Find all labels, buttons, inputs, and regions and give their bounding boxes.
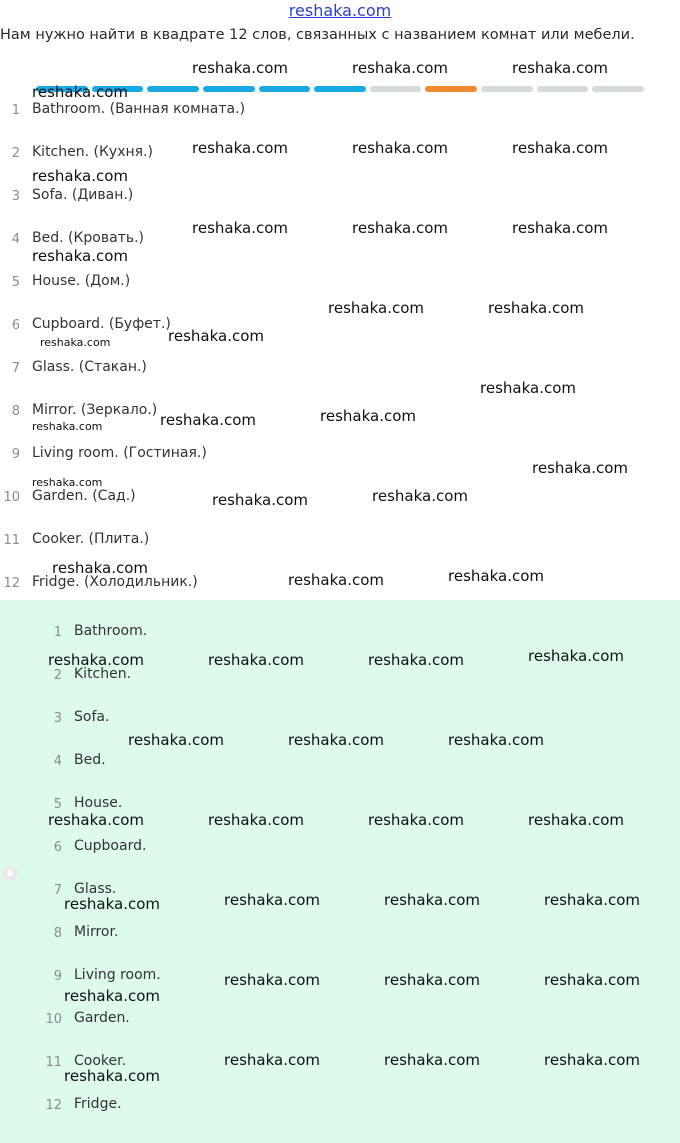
watermark-text: reshaka.com (288, 571, 384, 589)
item-number: 6 (53, 840, 62, 855)
item-text: Kitchen. (Кухня.) (32, 144, 153, 160)
watermark-text: reshaka.com (168, 327, 264, 345)
progress-segment-todo[interactable] (481, 86, 533, 92)
item-text: Sofa. (74, 709, 110, 725)
watermark-text: reshaka.com (528, 647, 624, 665)
watermark-text: reshaka.com (372, 487, 468, 505)
watermark-text: reshaka.com (32, 83, 128, 101)
item-number: 9 (53, 969, 62, 984)
item-text: Mirror. (74, 924, 119, 940)
watermark-text: reshaka.com (488, 299, 584, 317)
item-text: Cupboard. (74, 838, 147, 854)
watermark-text: reshaka.com (368, 811, 464, 829)
watermark-text: reshaka.com (544, 1051, 640, 1069)
watermark-text: reshaka.com (320, 407, 416, 425)
watermark-text: reshaka.com (40, 336, 111, 349)
item-number: 9 (11, 447, 20, 462)
watermark-text: reshaka.com (384, 891, 480, 909)
item-text: Living room. (Гостиная.) (32, 445, 207, 461)
item-number: 6 (11, 318, 20, 333)
item-text: Kitchen. (74, 666, 132, 682)
site-link[interactable]: reshaka.com (288, 1, 392, 20)
watermark-text: reshaka.com (48, 651, 144, 669)
watermark-text: reshaka.com (64, 895, 160, 913)
watermark-text: reshaka.com (208, 651, 304, 669)
item-text: Bathroom. (Ванная комната.) (32, 101, 246, 117)
watermark-text: reshaka.com (32, 420, 103, 433)
watermark-text: reshaka.com (512, 139, 608, 157)
watermark-text: reshaka.com (212, 491, 308, 509)
watermark-text: reshaka.com (52, 559, 148, 577)
item-text: Fridge. (74, 1096, 122, 1112)
item-number: 3 (53, 711, 62, 726)
item-number: 8 (11, 404, 20, 419)
item-text: Sofa. (Диван.) (32, 187, 134, 203)
item-number: 4 (11, 232, 20, 247)
watermark-text: reshaka.com (288, 731, 384, 749)
progress-segment-done[interactable] (259, 86, 311, 92)
item-number: 11 (45, 1055, 62, 1070)
watermark-text: reshaka.com (448, 567, 544, 585)
item-text: Cupboard. (Буфет.) (32, 316, 171, 332)
watermark-text: reshaka.com (352, 139, 448, 157)
watermark-text: reshaka.com (224, 971, 320, 989)
watermark-text: reshaka.com (528, 811, 624, 829)
progress-segment-todo[interactable] (537, 86, 589, 92)
watermark-text: reshaka.com (32, 476, 103, 489)
item-text: Garden. (74, 1010, 130, 1026)
item-number: 5 (53, 797, 62, 812)
play-icon[interactable] (2, 866, 18, 880)
watermark-text: reshaka.com (448, 731, 544, 749)
item-number: 1 (11, 103, 20, 118)
watermark-text: reshaka.com (128, 731, 224, 749)
item-text: Mirror. (Зеркало.) (32, 402, 158, 418)
watermark-text: reshaka.com (352, 219, 448, 237)
item-text: House. (74, 795, 123, 811)
watermark-text: reshaka.com (544, 971, 640, 989)
watermark-text: reshaka.com (224, 891, 320, 909)
item-text: Living room. (74, 967, 161, 983)
item-text: Cooker. (74, 1053, 127, 1069)
progress-segment-todo[interactable] (592, 86, 644, 92)
progress-segment-done[interactable] (147, 86, 199, 92)
watermark-text: reshaka.com (32, 167, 128, 185)
watermark-text: reshaka.com (224, 1051, 320, 1069)
watermark-text: reshaka.com (48, 811, 144, 829)
task-instruction: Нам нужно найти в квадрате 12 слов, связанных с названием комнат или мебели. (0, 27, 635, 43)
item-number: 4 (53, 754, 62, 769)
watermark-text: reshaka.com (64, 987, 160, 1005)
item-number: 12 (45, 1098, 62, 1113)
item-number: 5 (11, 275, 20, 290)
progress-segment-done[interactable] (314, 86, 366, 92)
item-text: Fridge. (Холодильник.) (32, 574, 198, 590)
watermark-text: reshaka.com (512, 219, 608, 237)
watermark-text: reshaka.com (544, 891, 640, 909)
watermark-text: reshaka.com (480, 379, 576, 397)
progress-segment-todo[interactable] (370, 86, 422, 92)
item-text: House. (Дом.) (32, 273, 131, 289)
item-number: 3 (11, 189, 20, 204)
item-number: 11 (3, 533, 20, 548)
watermark-text: reshaka.com (192, 59, 288, 77)
item-text: Bed. (74, 752, 106, 768)
progress-segment-current[interactable] (425, 86, 477, 92)
watermark-text: reshaka.com (384, 971, 480, 989)
item-number: 10 (45, 1012, 62, 1027)
item-number: 8 (53, 926, 62, 941)
item-text: Garden. (Сад.) (32, 488, 136, 504)
watermark-text: reshaka.com (512, 59, 608, 77)
progress-segment-done[interactable] (203, 86, 255, 92)
watermark-text: reshaka.com (192, 139, 288, 157)
item-number: 2 (11, 146, 20, 161)
item-number: 1 (53, 625, 62, 640)
item-text: Cooker. (Плита.) (32, 531, 150, 547)
item-number: 12 (3, 576, 20, 591)
watermark-text: reshaka.com (328, 299, 424, 317)
item-number: 7 (53, 883, 62, 898)
watermark-text: reshaka.com (192, 219, 288, 237)
watermark-text: reshaka.com (64, 1067, 160, 1085)
watermark-text: reshaka.com (208, 811, 304, 829)
watermark-text: reshaka.com (32, 247, 128, 265)
item-text: Glass. (Стакан.) (32, 359, 147, 375)
item-text: Bed. (Кровать.) (32, 230, 145, 246)
item-number: 7 (11, 361, 20, 376)
watermark-text: reshaka.com (160, 411, 256, 429)
item-text: Bathroom. (74, 623, 148, 639)
watermark-text: reshaka.com (384, 1051, 480, 1069)
watermark-text: reshaka.com (352, 59, 448, 77)
item-text: Glass. (74, 881, 117, 897)
watermark-text: reshaka.com (532, 459, 628, 477)
item-number: 2 (53, 668, 62, 683)
item-number: 10 (3, 490, 20, 505)
watermark-text: reshaka.com (368, 651, 464, 669)
